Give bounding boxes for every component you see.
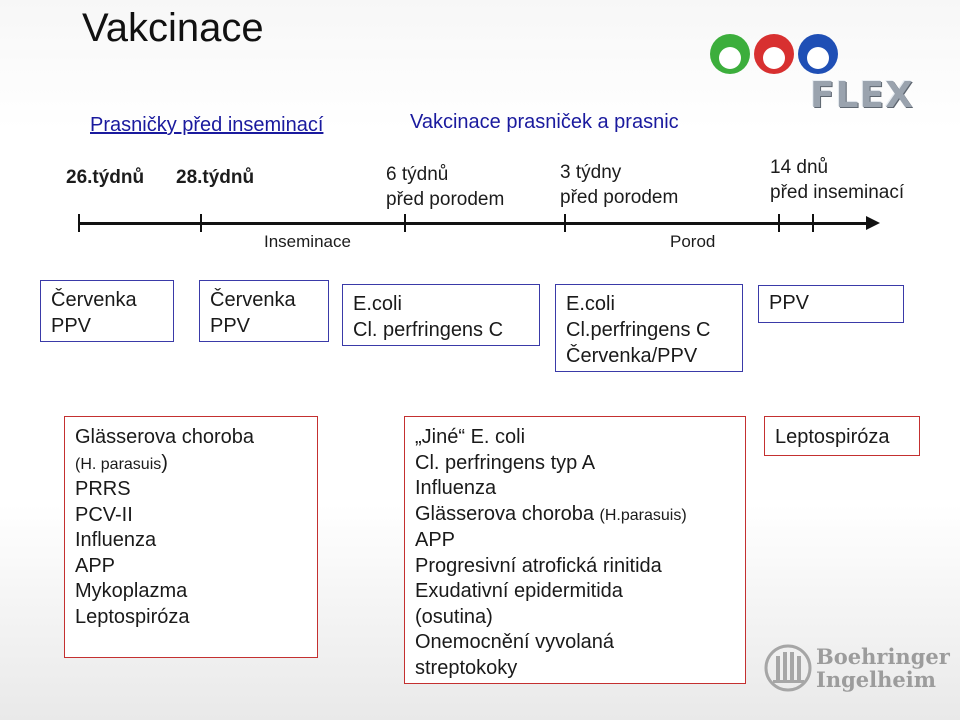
disease-item: Progresivní atrofická rinitida <box>415 554 662 577</box>
vaccine-item: Červenka <box>210 289 296 311</box>
disease-item: PRRS <box>75 478 131 500</box>
bi-line1: Boehringer <box>816 644 950 669</box>
vaccine-item: Červenka/PPV <box>566 345 698 367</box>
vaccine-item: E.coli <box>353 293 402 315</box>
disease-item: Onemocnění vyvolaná <box>415 631 615 653</box>
vaccine-item: Červenka <box>51 289 137 311</box>
disease-item: streptokoky <box>415 656 518 679</box>
vaccine-item: PPV <box>51 315 92 337</box>
vaccine-box-6-weeks <box>342 284 540 346</box>
flex-logo-text: FLEX <box>810 75 914 116</box>
fourteen-days-line2: před inseminací <box>770 182 905 203</box>
disease-item: APP <box>75 554 116 577</box>
disease-item-glasser <box>415 502 735 529</box>
three-weeks-label <box>560 160 678 210</box>
timeline-tick <box>778 214 780 232</box>
six-weeks-line2: před porodem <box>386 189 505 210</box>
disease-item: Cl. perfringens typ A <box>415 451 596 474</box>
vaccine-item: Cl. perfringens C <box>353 319 504 341</box>
six-weeks-label <box>386 162 504 212</box>
disease-item: Influenza <box>75 529 157 551</box>
insemination-label: Inseminace <box>264 232 351 251</box>
timeline-axis <box>78 222 870 225</box>
vaccine-item: Cl.perfringens C <box>566 319 711 341</box>
disease-item: Influenza <box>415 477 497 499</box>
boehringer-logo-text <box>816 645 950 691</box>
disease-item-small: (H.parasuis) <box>599 506 687 524</box>
disease-item: Mykoplazma <box>75 580 188 602</box>
bi-line2: Ingelheim <box>816 667 936 692</box>
disease-item: Glässerova choroba <box>75 426 254 448</box>
disease-item-main: Glässerova choroba <box>415 502 600 525</box>
timeline-tick <box>78 214 80 232</box>
disease-item-suffix: ) <box>161 451 168 474</box>
disease-item: (osutina) <box>415 605 493 628</box>
other-diseases-box-middle <box>404 416 746 684</box>
boehringer-building-icon <box>764 642 812 694</box>
disease-item-prefix: (H. parasuis <box>75 455 162 473</box>
other-diseases-box-left <box>64 416 318 658</box>
disease-item: Leptospiróza <box>75 605 190 628</box>
vaccine-box-28-weeks <box>199 280 329 342</box>
six-weeks-line1: 6 týdnů <box>386 164 449 185</box>
disease-item: APP <box>415 529 456 551</box>
disease-item: Leptospiróza <box>775 426 890 448</box>
farrowing-label: Porod <box>670 232 716 251</box>
disease-item: „Jiné“ E. coli <box>415 426 526 448</box>
vaccine-box-3-weeks <box>555 284 743 372</box>
flex-circles-logo <box>706 28 846 78</box>
vaccine-box-26-weeks <box>40 280 174 342</box>
three-weeks-line1: 3 týdny <box>560 162 622 183</box>
week-26-label: 26.týdnů <box>66 167 145 188</box>
vaccine-item: PPV <box>210 315 251 337</box>
other-diseases-box-right <box>764 416 920 456</box>
disease-item-parasuis <box>75 451 307 478</box>
timeline-tick <box>404 214 406 232</box>
disease-item: Exudativní epidermitida <box>415 580 623 602</box>
fourteen-days-line1: 14 dnů <box>770 157 829 178</box>
week-28-label: 28.týdnů <box>176 167 255 188</box>
timeline-tick <box>812 214 814 232</box>
timeline-arrow-icon <box>866 216 880 230</box>
vaccine-item: E.coli <box>566 293 615 315</box>
sows-vaccination-label: Vakcinace prasniček a prasnic <box>410 111 679 133</box>
timeline-tick <box>200 214 202 232</box>
fourteen-days-label <box>770 155 904 205</box>
vaccine-item: PPV <box>769 292 810 314</box>
page-title: Vakcinace <box>82 6 264 50</box>
gilts-before-insemination-link[interactable]: Prasničky před inseminací <box>90 114 324 136</box>
timeline-tick <box>564 214 566 232</box>
disease-item: PCV-II <box>75 503 133 526</box>
three-weeks-line2: před porodem <box>560 187 679 208</box>
vaccine-box-14-days <box>758 285 904 323</box>
